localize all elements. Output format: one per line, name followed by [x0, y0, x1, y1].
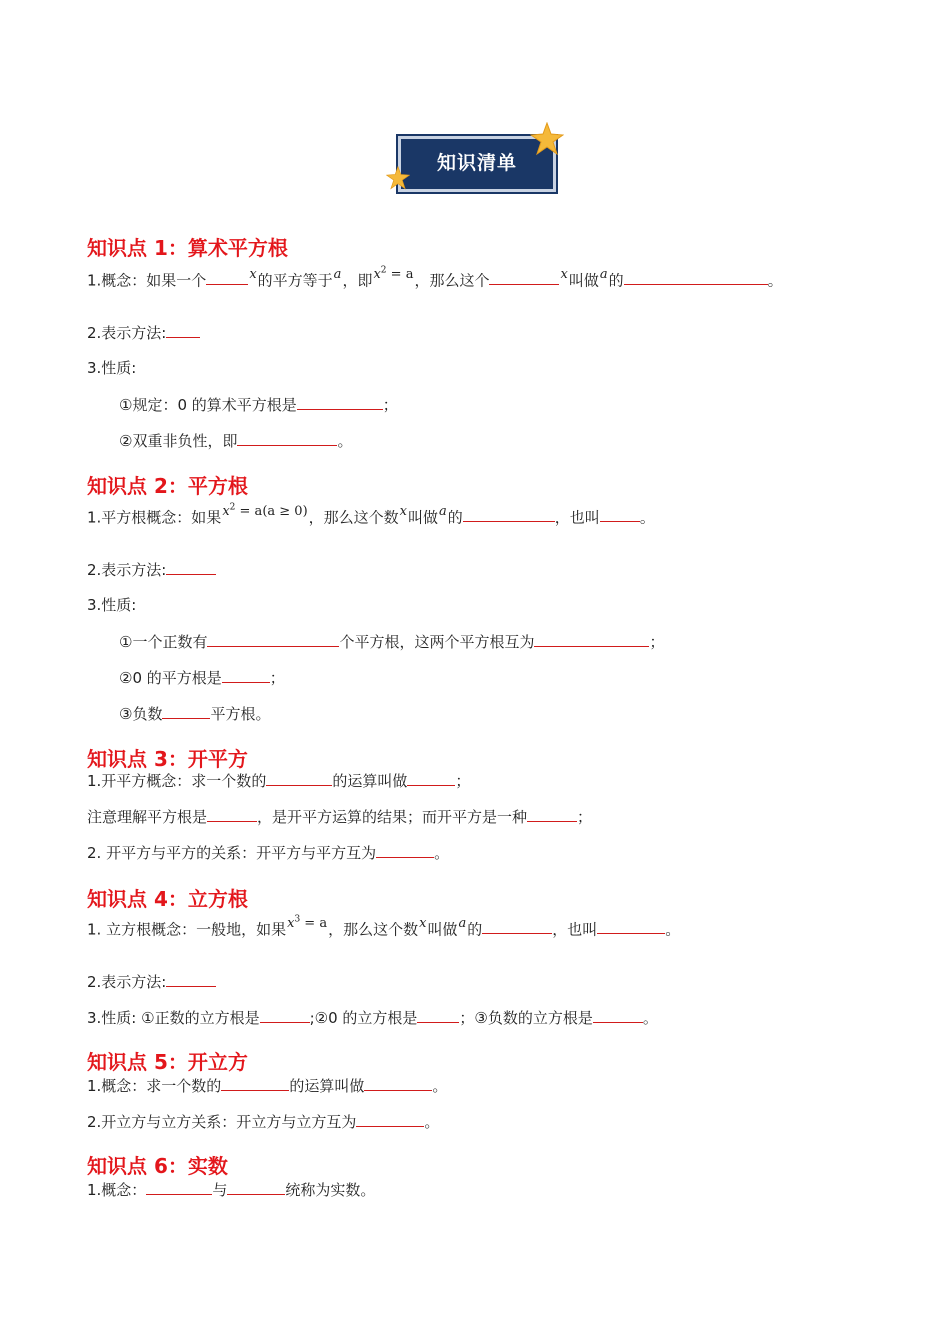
s4-notation-line — [87, 971, 216, 992]
answer-blank — [266, 770, 332, 786]
text: 1.概念：求一个数的 — [87, 1077, 222, 1095]
answer-blank — [482, 918, 552, 934]
text: 的 — [467, 920, 483, 939]
text: 个平方根，这两个平方根互为 — [339, 633, 535, 651]
answer-blank — [407, 770, 455, 786]
text: 1.概念： — [87, 1181, 147, 1199]
answer-blank — [207, 631, 339, 647]
text: ，即 — [342, 271, 373, 290]
math-x: x — [249, 267, 257, 283]
answer-blank — [221, 1075, 289, 1091]
text: ，也叫 — [554, 508, 600, 527]
answer-blank — [206, 269, 248, 285]
s1-properties-line: 3.性质: — [87, 359, 137, 377]
s6-concept-line — [87, 1179, 375, 1200]
text: 。 — [434, 844, 450, 862]
s5-concept-line — [87, 1075, 447, 1096]
text: ①一个正数有 — [119, 633, 208, 651]
answer-blank — [260, 1007, 310, 1023]
math-a: a — [439, 504, 447, 520]
text: 。 — [665, 920, 681, 939]
answer-blank — [166, 322, 200, 338]
text: 2.开立方与立方关系：开立方与立方互为 — [87, 1113, 357, 1131]
s2-notation-line — [87, 559, 216, 580]
s3-note-line — [87, 806, 592, 827]
text: 。 — [639, 508, 655, 527]
answer-blank — [227, 1179, 285, 1195]
answer-blank — [417, 1007, 459, 1023]
text: 1.概念：如果一个 — [87, 271, 207, 290]
text: ，那么这个数 — [328, 920, 419, 939]
answer-blank — [376, 842, 434, 858]
text: ①规定：0 的算术平方根是 — [119, 396, 297, 414]
text: 。 — [767, 271, 783, 290]
text: ②0 的平方根是 — [119, 669, 222, 687]
answer-blank — [222, 667, 270, 683]
text: 。 — [424, 1113, 440, 1131]
text: 的平方等于 — [257, 271, 333, 290]
s2-properties-line: 3.性质: — [87, 596, 137, 614]
text: ； — [382, 396, 398, 414]
text: 。 — [642, 1009, 658, 1027]
answer-blank — [624, 269, 768, 285]
answer-blank — [146, 1179, 212, 1195]
text: 叫做 — [427, 920, 458, 939]
text: 。 — [432, 1077, 448, 1095]
star-icon — [386, 166, 410, 190]
math-a: a — [599, 267, 608, 283]
section-heading-6: 知识点 6：实数 — [87, 1154, 228, 1178]
answer-blank — [463, 506, 555, 522]
answer-blank — [356, 1111, 424, 1127]
text: 。 — [337, 432, 353, 450]
s5-relation-line — [87, 1111, 439, 1132]
s2-property-3 — [119, 703, 270, 724]
section-heading-4: 知识点 4：立方根 — [87, 887, 248, 911]
text: ;②0 的立方根是 — [309, 1009, 418, 1027]
text: 2.表示方法: — [87, 324, 167, 342]
s1-concept-line — [87, 268, 783, 292]
answer-blank — [527, 806, 577, 822]
text: 2. 开平方与平方的关系：开平方与平方互为 — [87, 844, 377, 862]
text: 统称为实数。 — [285, 1181, 376, 1199]
math-x: x — [419, 916, 427, 932]
section-heading-3: 知识点 3：开平方 — [87, 747, 248, 771]
text: ，也叫 — [552, 920, 598, 939]
text: ③负数 — [119, 705, 163, 723]
text: ； — [649, 633, 665, 651]
math-a: a — [333, 267, 342, 283]
text: 1.平方根概念：如果 — [87, 508, 222, 527]
text: ，那么这个 — [414, 271, 490, 290]
text: 叫做 — [568, 271, 599, 290]
answer-blank — [166, 559, 216, 575]
answer-blank — [207, 806, 257, 822]
s1-notation-line — [87, 322, 200, 343]
text: ； — [455, 772, 471, 790]
star-icon — [530, 122, 564, 156]
answer-blank — [593, 1007, 643, 1023]
text: ； — [269, 669, 285, 687]
section-heading-2: 知识点 2：平方根 — [87, 474, 248, 498]
text: 叫做 — [408, 508, 439, 527]
text: ，那么这个数 — [308, 508, 399, 527]
section-heading-1: 知识点 1：算术平方根 — [87, 236, 288, 260]
text: 注意理解平方根是 — [87, 808, 208, 826]
math-x: x — [560, 267, 568, 283]
section-banner — [392, 128, 562, 192]
answer-blank — [597, 918, 665, 934]
text: ②双重非负性，即 — [119, 432, 238, 450]
math-x: x — [399, 504, 407, 520]
answer-blank — [297, 394, 383, 410]
answer-blank — [534, 631, 649, 647]
text: ，是开平方运算的结果；而开平方是一种 — [257, 808, 528, 826]
answer-blank — [162, 703, 210, 719]
text: 2.表示方法: — [87, 561, 167, 579]
text: 与 — [212, 1181, 228, 1199]
text: 1. 立方根概念：一般地，如果 — [87, 920, 287, 939]
text: 的 — [608, 271, 624, 290]
s3-concept-line — [87, 770, 470, 791]
math-x2-eq-a-cond: $x^2 = a(a \ge 0)$ — [222, 503, 308, 520]
text: 的 — [447, 508, 463, 527]
math-a: a — [458, 916, 467, 932]
answer-blank — [166, 971, 216, 987]
math-x2-eq-a: $x^2 = a$ — [373, 266, 414, 283]
answer-blank — [237, 430, 337, 446]
math-x3-eq-a: $x^3 = a$ — [287, 915, 328, 932]
text: 的运算叫做 — [289, 1077, 365, 1095]
answer-blank — [489, 269, 559, 285]
banner-title: 知识清单 — [436, 152, 517, 174]
s3-relation-line — [87, 842, 449, 863]
section-heading-5: 知识点 5：开立方 — [87, 1050, 248, 1074]
s1-property-1 — [119, 394, 398, 415]
text: 1.开平方概念：求一个数的 — [87, 772, 267, 790]
text: 3.性质: ①正数的立方根是 — [87, 1009, 260, 1027]
text: 平方根。 — [210, 705, 271, 723]
answer-blank — [364, 1075, 432, 1091]
s2-concept-line — [87, 505, 655, 529]
s4-concept-line — [87, 917, 680, 941]
text: 的运算叫做 — [332, 772, 408, 790]
s2-property-2 — [119, 667, 285, 688]
text: ； — [577, 808, 593, 826]
text: 2.表示方法: — [87, 973, 167, 991]
s1-property-2 — [119, 430, 352, 451]
answer-blank — [600, 506, 640, 522]
text: ；③负数的立方根是 — [459, 1009, 593, 1027]
s2-property-1 — [119, 631, 664, 652]
s4-properties-line — [87, 1007, 658, 1028]
